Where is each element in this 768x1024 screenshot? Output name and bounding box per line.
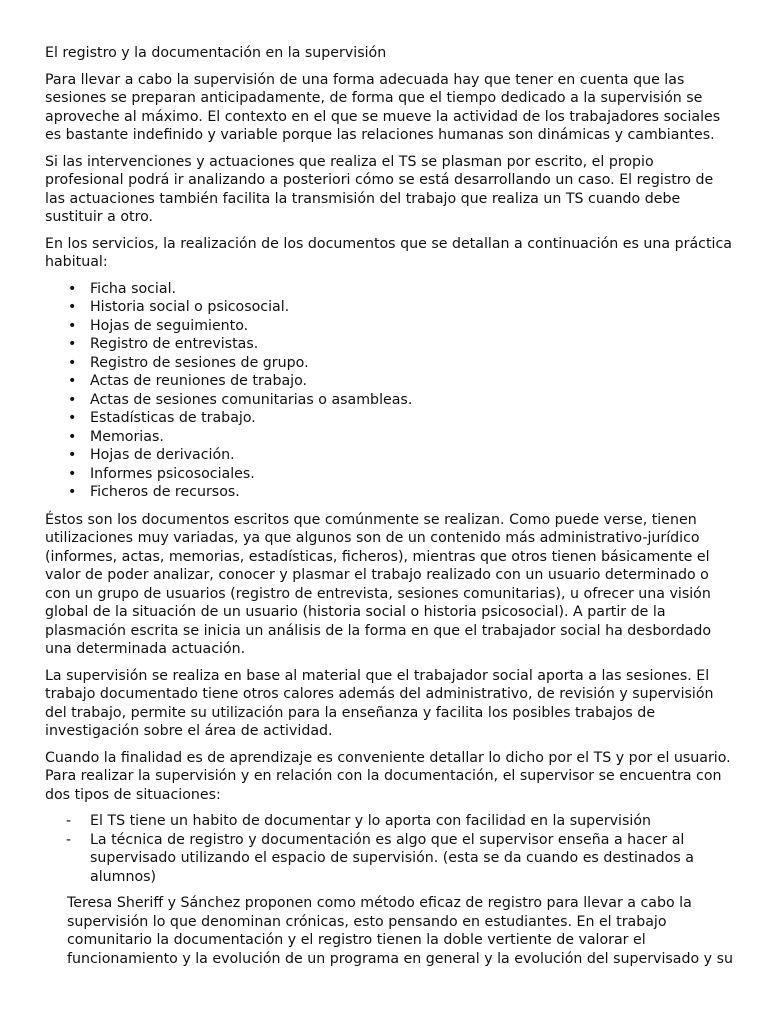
- list-item: • Ficheros de recursos.: [90, 483, 735, 502]
- list-item: • Informes psicosociales.: [90, 465, 735, 484]
- list-item: • Registro de sesiones de grupo.: [90, 354, 735, 373]
- document-title: El registro y la documentación en la supervisión: [45, 45, 387, 61]
- situations-list: [45, 812, 735, 886]
- document-page: [45, 44, 735, 976]
- list-item: • Estadísticas de trabajo.: [90, 409, 735, 428]
- paragraph-intro-3: En los servicios, la realización de los documentos que se detallan a continuación es una práctica habitual:: [45, 235, 732, 270]
- document-types-list: [45, 280, 735, 502]
- paragraph-middle-1: Éstos son los documentos escritos que comúnmente se realizan. Como puede verse, tienen utilizaciones muy variadas, ya que algunos son de un contenido más administrativo-jurídico (informes, actas, memorias, estadísticas, ficheros), mientras que otros tienen básicamente el valor de poder analizar, conocer y plasmar el trabajo realizado con un usuario determinado o con un grupo de usuarios (registro de entrevista, sesiones comunitarias), u ofrecer una visión global de la situación de un usuario (historia social o historia psicosocial). A partir de la plasmación escrita se inicia un análisis de la forma en que el trabajador social ha desbordado una determinada actuación.: [45, 511, 712, 657]
- paragraph-closing: Teresa Sheriff y Sánchez proponen como método eficaz de registro para llevar a cabo la supervisión lo que denominan crónicas, esto pensando en estudiantes. En el trabajo comunitario la documentación y el registro tienen la doble vertiente de valorar el funcionamiento y la evolución de un programa en general y la evolución del supervisado y su: [67, 895, 733, 967]
- paragraph-intro-1: Para llevar a cabo la supervisión de una forma adecuada hay que tener en cuenta que las sesiones se preparan anticipadamente, de forma que el tiempo dedicado a la supervisión se aproveche al máximo. El contexto en el que se mueve la actividad de los trabajadores sociales es bastante indefinido y variable porque las relaciones humanas son dinámicas y cambiantes.: [45, 71, 721, 143]
- list-item: - El TS tiene un habito de documentar y lo aporta con facilidad en la supervisión: [90, 812, 735, 831]
- list-item: • Memorias.: [90, 428, 735, 447]
- paragraph-middle-3: Cuando la finalidad es de aprendizaje es conveniente detallar lo dicho por el TS y por el usuario. Para realizar la supervisión y en relación con la documentación, el supervisor se encuentra con dos tipos de situaciones:: [45, 749, 731, 803]
- list-item: • Ficha social.: [90, 280, 735, 299]
- list-item: • Historia social o psicosocial.: [90, 298, 735, 317]
- list-item: • Actas de reuniones de trabajo.: [90, 372, 735, 391]
- list-item: • Actas de sesiones comunitarias o asambleas.: [90, 391, 735, 410]
- list-item: • Registro de entrevistas.: [90, 335, 735, 354]
- paragraph-middle-2: La supervisión se realiza en base al material que el trabajador social aporta a las sesiones. El trabajo documentado tiene otros calores además del administrativo, de revisión y supervisión del trabajo, permite su utilización para la enseñanza y facilita los posibles trabajos de investigación sobre el área de actividad.: [45, 667, 714, 739]
- list-item: • Hojas de seguimiento.: [90, 317, 735, 336]
- list-item: • Hojas de derivación.: [90, 446, 735, 465]
- list-item: - La técnica de registro y documentación es algo que el supervisor enseña a hacer al supervisado utilizando el espacio de supervisión. (esta se da cuando es destinados a alumnos): [90, 831, 735, 887]
- paragraph-intro-2: Si las intervenciones y actuaciones que realiza el TS se plasman por escrito, el propio profesional podrá ir analizando a posteriori cómo se está desarrollando un caso. El registro de las actuaciones también facilita la transmisión del trabajo que realiza un TS cuando debe sustituir a otro.: [45, 153, 714, 225]
